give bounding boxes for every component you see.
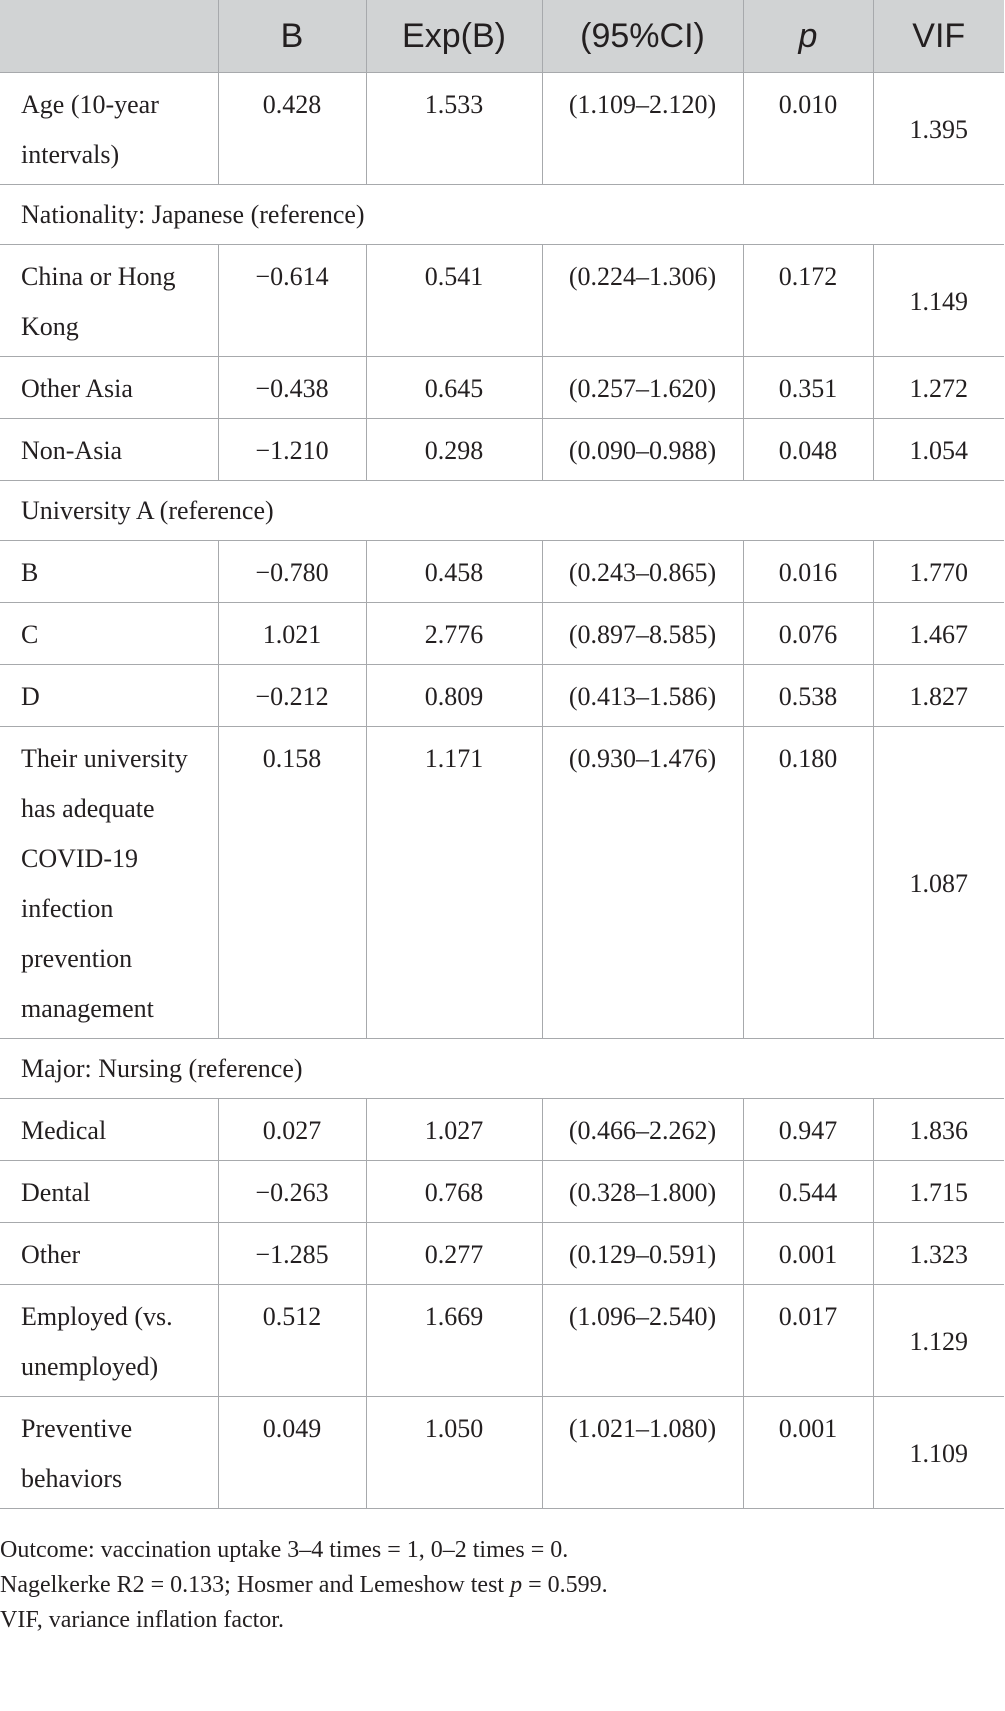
cell-b: −0.212 xyxy=(218,665,366,727)
cell-vif: 1.467 xyxy=(873,603,1004,665)
cell-vif: 1.395 xyxy=(873,73,1004,185)
row-label: China or Hong Kong xyxy=(0,245,218,357)
cell-expb: 1.027 xyxy=(366,1099,542,1161)
header-p: p xyxy=(743,0,873,73)
row-label: Other xyxy=(0,1223,218,1285)
cell-expb: 0.277 xyxy=(366,1223,542,1285)
cell-ci: (1.109–2.120) xyxy=(542,73,743,185)
cell-ci: (0.224–1.306) xyxy=(542,245,743,357)
cell-p: 0.001 xyxy=(743,1223,873,1285)
cell-vif: 1.272 xyxy=(873,357,1004,419)
cell-vif: 1.054 xyxy=(873,419,1004,481)
header-row xyxy=(0,0,1004,73)
header-variable xyxy=(0,0,218,73)
row-label: Preventive behaviors xyxy=(0,1397,218,1509)
cell-ci: (0.129–0.591) xyxy=(542,1223,743,1285)
cell-ci: (1.021–1.080) xyxy=(542,1397,743,1509)
cell-b: 0.027 xyxy=(218,1099,366,1161)
cell-p: 0.017 xyxy=(743,1285,873,1397)
cell-ci: (0.413–1.586) xyxy=(542,665,743,727)
cell-expb: 0.809 xyxy=(366,665,542,727)
note-fit xyxy=(0,1568,1005,1603)
table-row xyxy=(0,1397,1004,1509)
cell-p: 0.010 xyxy=(743,73,873,185)
cell-p: 0.048 xyxy=(743,419,873,481)
table-section-row xyxy=(0,185,1004,245)
cell-b: −1.285 xyxy=(218,1223,366,1285)
note-fit-prefix: Nagelkerke R2 = 0.133; Hosmer and Lemeshow test xyxy=(0,1572,511,1598)
cell-expb: 2.776 xyxy=(366,603,542,665)
cell-expb: 1.050 xyxy=(366,1397,542,1509)
cell-expb: 0.768 xyxy=(366,1161,542,1223)
cell-b: −0.614 xyxy=(218,245,366,357)
cell-vif: 1.149 xyxy=(873,245,1004,357)
table-row xyxy=(0,603,1004,665)
cell-vif: 1.109 xyxy=(873,1397,1004,1509)
row-label: Their university has adequate COVID-19 infection prevention management xyxy=(0,727,218,1039)
row-label: Dental xyxy=(0,1161,218,1223)
cell-expb: 1.171 xyxy=(366,727,542,1039)
note-abbrev: VIF, variance inflation factor. xyxy=(0,1607,284,1633)
header-expb: Exp(B) xyxy=(366,0,542,73)
section-label: Major: Nursing (reference) xyxy=(0,1039,1004,1099)
cell-expb: 0.298 xyxy=(366,419,542,481)
header-vif: VIF xyxy=(873,0,1004,73)
cell-b: 0.049 xyxy=(218,1397,366,1509)
cell-expb: 0.458 xyxy=(366,541,542,603)
cell-expb: 1.669 xyxy=(366,1285,542,1397)
row-label: Non-Asia xyxy=(0,419,218,481)
cell-p: 0.544 xyxy=(743,1161,873,1223)
row-label: Medical xyxy=(0,1099,218,1161)
table-header xyxy=(0,0,1004,73)
table-row xyxy=(0,541,1004,603)
table-section-row xyxy=(0,1039,1004,1099)
table-section-row xyxy=(0,481,1004,541)
table-row xyxy=(0,1099,1004,1161)
table-row xyxy=(0,1161,1004,1223)
header-ci: (95%CI) xyxy=(542,0,743,73)
cell-ci: (1.096–2.540) xyxy=(542,1285,743,1397)
cell-b: 1.021 xyxy=(218,603,366,665)
cell-expb: 0.541 xyxy=(366,245,542,357)
table-row xyxy=(0,419,1004,481)
cell-p: 0.180 xyxy=(743,727,873,1039)
note-fit-p: p xyxy=(510,1572,523,1598)
table-row xyxy=(0,1223,1004,1285)
header-b: B xyxy=(218,0,366,73)
table-body xyxy=(0,73,1004,1509)
cell-p: 0.076 xyxy=(743,603,873,665)
cell-ci: (0.930–1.476) xyxy=(542,727,743,1039)
cell-ci: (0.090–0.988) xyxy=(542,419,743,481)
note-outcome: Outcome: vaccination uptake 3–4 times = 1, 0–2 times = 0. xyxy=(0,1537,569,1563)
cell-ci: (0.328–1.800) xyxy=(542,1161,743,1223)
cell-ci: (0.897–8.585) xyxy=(542,603,743,665)
cell-p: 0.538 xyxy=(743,665,873,727)
cell-ci: (0.466–2.262) xyxy=(542,1099,743,1161)
cell-b: 0.428 xyxy=(218,73,366,185)
cell-p: 0.351 xyxy=(743,357,873,419)
cell-vif: 1.827 xyxy=(873,665,1004,727)
cell-expb: 0.645 xyxy=(366,357,542,419)
cell-b: −1.210 xyxy=(218,419,366,481)
row-label: C xyxy=(0,603,218,665)
table-row xyxy=(0,245,1004,357)
table-row xyxy=(0,357,1004,419)
cell-b: −0.438 xyxy=(218,357,366,419)
cell-vif: 1.129 xyxy=(873,1285,1004,1397)
cell-p: 0.016 xyxy=(743,541,873,603)
note-fit-suffix: = 0.599. xyxy=(522,1572,608,1598)
cell-vif: 1.087 xyxy=(873,727,1004,1039)
table-notes xyxy=(0,1533,1005,1638)
cell-b: 0.158 xyxy=(218,727,366,1039)
row-label: Employed (vs. unemployed) xyxy=(0,1285,218,1397)
cell-b: −0.263 xyxy=(218,1161,366,1223)
section-label: Nationality: Japanese (reference) xyxy=(0,185,1004,245)
cell-ci: (0.257–1.620) xyxy=(542,357,743,419)
row-label: Other Asia xyxy=(0,357,218,419)
cell-p: 0.001 xyxy=(743,1397,873,1509)
cell-vif: 1.715 xyxy=(873,1161,1004,1223)
table-row xyxy=(0,727,1004,1039)
cell-vif: 1.323 xyxy=(873,1223,1004,1285)
cell-ci: (0.243–0.865) xyxy=(542,541,743,603)
table-row xyxy=(0,665,1004,727)
section-label: University A (reference) xyxy=(0,481,1004,541)
cell-p: 0.947 xyxy=(743,1099,873,1161)
cell-vif: 1.836 xyxy=(873,1099,1004,1161)
table-row xyxy=(0,73,1004,185)
cell-b: −0.780 xyxy=(218,541,366,603)
cell-b: 0.512 xyxy=(218,1285,366,1397)
cell-expb: 1.533 xyxy=(366,73,542,185)
table-row xyxy=(0,1285,1004,1397)
row-label: Age (10-year intervals) xyxy=(0,73,218,185)
cell-p: 0.172 xyxy=(743,245,873,357)
row-label: B xyxy=(0,541,218,603)
row-label: D xyxy=(0,665,218,727)
cell-vif: 1.770 xyxy=(873,541,1004,603)
